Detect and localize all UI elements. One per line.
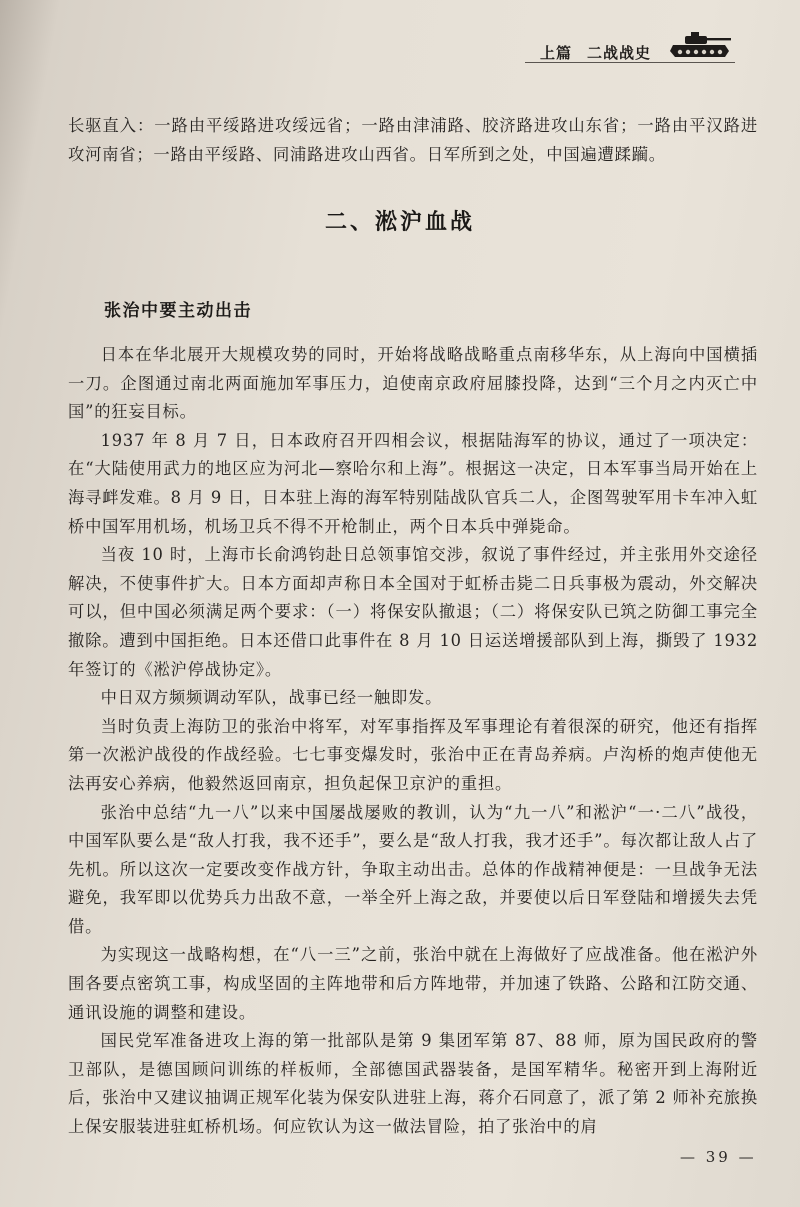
body-paragraph: 当夜 10 时，上海市长俞鸿钧赴日总领事馆交涉，叙说了事件经过，并主张用外交途径解决，不使事件扩大。日本方面却声称日本全国对于虹桥击毙二日兵事极为震动，外交解决可以，但中国必须满足两个要求：（一）将保安队撤退；（二）将保安队已筑之防御工事完全撤除。遭到中国拒绝。日本还借口此事件在 8 月 10 日运送增援部队到上海，撕毁了 1932 年签订的《淞沪停战协定》。 <box>68 545 758 679</box>
body-paragraph: 国民党军准备进攻上海的第一批部队是第 9 集团军第 87、88 师，原为国民政府的警卫部队，是德国顾问训练的样板师，全部德国武器装备，是国军精华。秘密开到上海附近后，张治中又建议抽调正规军化装为保安队进驻上海，蒋介石同意了，派了第 2 师补充旅换上保安服装进驻虹桥机场。何应钦认为这一做法冒险，拍了张治中的肩 <box>68 1031 758 1137</box>
body-paragraph: 为实现这一战略构想，在“八一三”之前，张治中就在上海做好了应战准备。他在淞沪外围各要点密筑工事，构成坚固的主阵地带和后方阵地带，并加速了铁路、公路和江防交通、通讯设施的调整和建设。 <box>68 945 758 1022</box>
body-text <box>68 341 758 1142</box>
tank-icon <box>667 30 733 62</box>
running-head-section: 二战战史 <box>587 44 652 62</box>
body-paragraph: 日本在华北展开大规模攻势的同时，开始将战略战略重点南移华东，从上海向中国横插一刀。企图通过南北两面施加军事压力，迫使南京政府屈膝投降，达到“三个月之内灭亡中国”的狂妄目标。 <box>68 345 758 422</box>
running-head-part: 上篇 <box>540 44 573 62</box>
body-paragraph: 中日双方频频调动军队，战事已经一触即发。 <box>100 688 443 708</box>
intro-paragraph-text: 长驱直入：一路由平绥路进攻绥远省；一路由津浦路、胶济路进攻山东省；一路由平汉路进攻河南省；一路由平绥路、同浦路进攻山西省。日军所到之处，中国遍遭蹂躏。 <box>68 116 758 164</box>
chapter-title: 二、淞沪血战 <box>324 210 475 235</box>
header-rule <box>525 62 735 63</box>
page-number: — 39 — <box>680 1148 757 1166</box>
intro-paragraph <box>68 112 758 169</box>
body-paragraph: 1937 年 8 月 7 日，日本政府召开四相会议，根据陆海军的协议，通过了一项决定：在“大陆使用武力的地区应为河北—察哈尔和上海”。根据这一决定，日本军事当局开始在上海寻衅发难。8 月 9 日，日本驻上海的海军特别陆战队官兵二人，企图驾驶军用卡车冲入虹桥中国军用机场，机场卫兵不得不开枪制止，两个日本兵中弹毙命。 <box>68 430 758 536</box>
subsection-title: 张治中要主动出击 <box>104 301 252 321</box>
body-paragraph: 当时负责上海防卫的张治中将军，对军事指挥及军事理论有着很深的研究，他还有指挥第一次淞沪战役的作战经验。七七事变爆发时，张治中正在青岛养病。卢沟桥的炮声使他无法再安心养病，他毅然返回南京，担负起保卫京沪的重担。 <box>68 716 758 793</box>
body-paragraph: 张治中总结“九一八”以来中国屡战屡败的教训，认为“九一八”和淞沪“一·二八”战役，中国军队要么是“敌人打我，我不还手”，要么是“敌人打我，我才还手”。每次都让敌人占了先机。所以这次一定要改变作战方针，争取主动出击。总体的作战精神便是：一旦战争无法避免，我军即以优势兵力出敌不意，一举全歼上海之敌，并要使以后日军登陆和增援失去凭借。 <box>68 802 758 936</box>
